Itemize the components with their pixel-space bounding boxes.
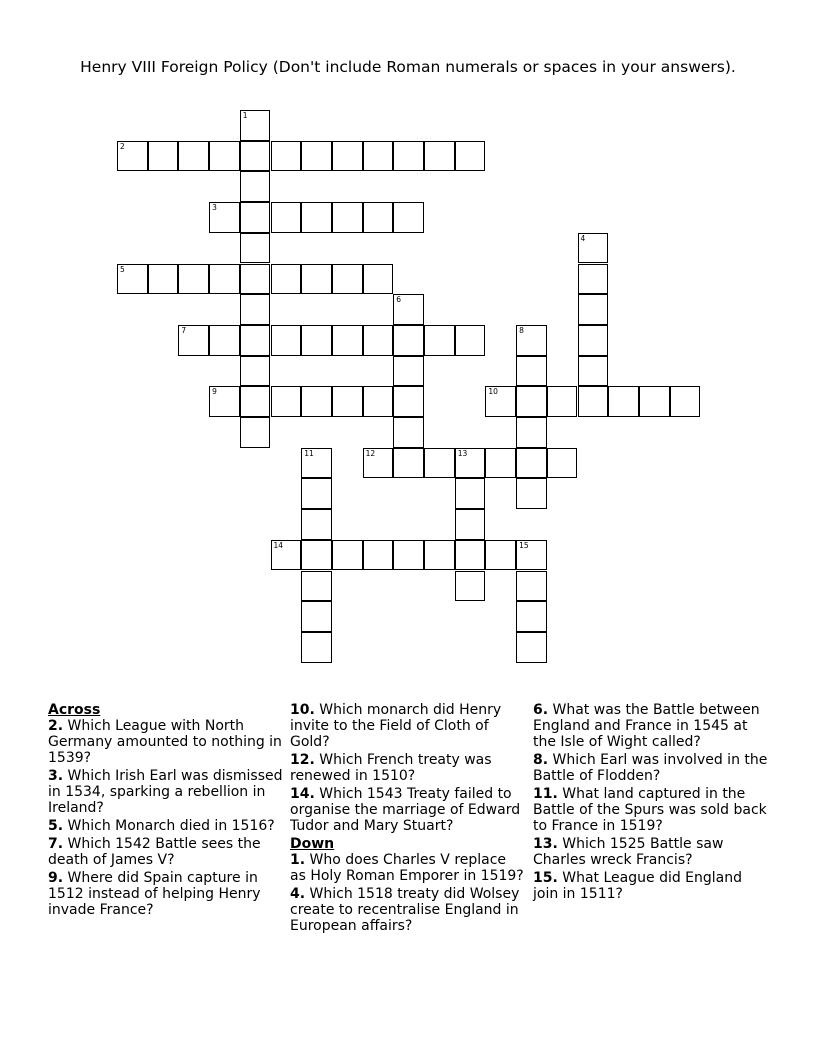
grid-cell[interactable] — [363, 202, 394, 233]
down-heading: Down — [290, 836, 335, 852]
grid-cell[interactable] — [209, 264, 240, 295]
cell-number: 8 — [519, 325, 524, 335]
cell-number: 12 — [365, 448, 376, 458]
grid-cell[interactable] — [178, 264, 209, 295]
grid-cell[interactable] — [117, 264, 148, 295]
grid-cell[interactable] — [485, 540, 516, 571]
clue-across-10 — [290, 702, 526, 750]
clue-down-13 — [533, 836, 769, 868]
clue-across-12 — [290, 752, 526, 784]
grid-cell[interactable] — [301, 632, 332, 663]
clue-text: Which 1542 Battle sees the death of James V? — [48, 836, 261, 868]
clue-number: 4. — [290, 886, 306, 902]
grid-cell[interactable] — [332, 264, 363, 295]
clue-text: Which Earl was involved in the Battle of Flodden? — [533, 752, 768, 784]
grid-cell[interactable] — [393, 202, 424, 233]
page-title: Henry VIII Foreign Policy (Don't include Roman numerals or spaces in your answers). — [80, 58, 736, 76]
cell-number: 5 — [120, 264, 125, 274]
grid-cell[interactable] — [455, 448, 486, 479]
grid-cell[interactable] — [393, 448, 424, 479]
clue-number: 15. — [533, 870, 558, 886]
clue-across-9 — [48, 870, 284, 918]
grid-cell[interactable] — [271, 386, 302, 417]
grid-cell[interactable] — [209, 325, 240, 356]
grid-cell[interactable] — [332, 540, 363, 571]
clue-down-1 — [290, 852, 526, 884]
cell-number: 2 — [120, 141, 125, 151]
grid-cell[interactable] — [240, 386, 271, 417]
grid-cell[interactable] — [516, 448, 547, 479]
grid-cell[interactable] — [455, 141, 486, 172]
clue-number: 5. — [48, 818, 64, 834]
cell-number: 6 — [396, 295, 402, 305]
grid-cell[interactable] — [363, 386, 394, 417]
grid-cell[interactable] — [455, 571, 486, 602]
clue-down-11 — [533, 786, 769, 834]
grid-cell[interactable] — [363, 141, 394, 172]
grid-cell[interactable] — [240, 294, 271, 325]
clue-number: 14. — [290, 786, 315, 802]
grid-cell[interactable] — [332, 325, 363, 356]
grid-cell[interactable] — [455, 540, 486, 571]
grid-cell[interactable] — [393, 141, 424, 172]
clue-number: 9. — [48, 870, 64, 886]
clue-number: 3. — [48, 768, 64, 784]
clue-number: 12. — [290, 752, 315, 768]
grid-cell[interactable] — [178, 141, 209, 172]
grid-cell[interactable] — [209, 386, 240, 417]
grid-cell[interactable] — [455, 325, 486, 356]
grid-cell[interactable] — [578, 264, 609, 295]
grid-cell[interactable] — [393, 417, 424, 448]
clue-down-4 — [290, 886, 526, 934]
grid-cell[interactable] — [148, 264, 179, 295]
grid-cell[interactable] — [240, 171, 271, 202]
cell-number: 10 — [488, 387, 498, 397]
grid-cell[interactable] — [516, 325, 547, 356]
grid-cell[interactable] — [485, 448, 516, 479]
grid-cell[interactable] — [271, 325, 302, 356]
grid-cell[interactable] — [516, 478, 547, 509]
grid-cell[interactable] — [240, 110, 271, 141]
grid-cell[interactable] — [301, 509, 332, 540]
grid-cell[interactable] — [332, 141, 363, 172]
clue-across-5 — [48, 818, 284, 834]
clue-text: What was the Battle between England and France in 1545 at the Isle of Wight called? — [533, 702, 760, 750]
grid-cell[interactable] — [670, 386, 701, 417]
clue-text: Which monarch did Henry invite to the Field of Cloth of Gold? — [290, 702, 502, 750]
grid-cell[interactable] — [301, 571, 332, 602]
clue-number: 13. — [533, 836, 558, 852]
grid-cell[interactable] — [209, 202, 240, 233]
clue-text: What land captured in the Battle of the Spurs was sold back to France in 1519? — [533, 786, 767, 834]
grid-cell[interactable] — [240, 202, 271, 233]
cell-number: 4 — [580, 233, 586, 243]
clue-text: Which Irish Earl was dismissed in 1534, sparking a rebellion in Ireland? — [48, 768, 283, 816]
grid-cell[interactable] — [301, 325, 332, 356]
grid-cell[interactable] — [301, 202, 332, 233]
grid-cell[interactable] — [363, 540, 394, 571]
cell-number: 3 — [212, 203, 217, 213]
clues-column-2 — [290, 702, 526, 936]
grid-cell[interactable] — [301, 601, 332, 632]
grid-cell[interactable] — [393, 294, 424, 325]
grid-cell[interactable] — [516, 356, 547, 387]
grid-cell[interactable] — [148, 141, 179, 172]
grid-cell[interactable] — [516, 386, 547, 417]
grid-cell[interactable] — [240, 325, 271, 356]
cell-number: 14 — [273, 540, 284, 550]
grid-cell[interactable] — [332, 386, 363, 417]
grid-cell[interactable] — [393, 325, 424, 356]
grid-cell[interactable] — [608, 386, 639, 417]
clue-text: Which League with North Germany amounted to nothing in 1539? — [48, 718, 282, 766]
grid-cell[interactable] — [424, 141, 455, 172]
clue-text: What League did England join in 1511? — [533, 870, 743, 902]
grid-cell[interactable] — [301, 478, 332, 509]
grid-cell[interactable] — [516, 571, 547, 602]
grid-cell[interactable] — [393, 540, 424, 571]
grid-cell[interactable] — [516, 632, 547, 663]
clue-text: Which 1518 treaty did Wolsey create to recentralise England in European affairs? — [290, 886, 520, 934]
cell-number: 11 — [304, 448, 314, 458]
grid-cell[interactable] — [578, 233, 609, 264]
grid-cell[interactable] — [301, 141, 332, 172]
grid-cell[interactable] — [516, 601, 547, 632]
grid-cell[interactable] — [117, 141, 148, 172]
clue-text: Which 1543 Treaty failed to organise the marriage of Edward Tudor and Mary Stuart? — [290, 786, 521, 834]
grid-cell[interactable] — [209, 141, 240, 172]
clue-number: 1. — [290, 852, 306, 868]
grid-cell[interactable] — [485, 386, 516, 417]
grid-cell[interactable] — [516, 540, 547, 571]
cell-number: 9 — [212, 387, 217, 397]
clue-down-6 — [533, 702, 769, 750]
clue-number: 7. — [48, 836, 64, 852]
grid-cell[interactable] — [271, 540, 302, 571]
clue-text: Which 1525 Battle saw Charles wreck Francis? — [533, 836, 724, 868]
grid-cell[interactable] — [516, 417, 547, 448]
clue-number: 11. — [533, 786, 558, 802]
grid-cell[interactable] — [301, 540, 332, 571]
grid-cell[interactable] — [240, 141, 271, 172]
clue-across-2 — [48, 718, 284, 766]
clue-text: Who does Charles V replace as Holy Roman Emporer in 1519? — [290, 852, 524, 884]
grid-cell[interactable] — [578, 294, 609, 325]
grid-cell[interactable] — [547, 386, 578, 417]
grid-cell[interactable] — [271, 202, 302, 233]
grid-cell[interactable] — [301, 264, 332, 295]
clue-number: 2. — [48, 718, 64, 734]
grid-cell[interactable] — [240, 264, 271, 295]
clue-across-3 — [48, 768, 284, 816]
cell-number: 15 — [519, 540, 529, 550]
grid-cell[interactable] — [301, 386, 332, 417]
grid-cell[interactable] — [332, 202, 363, 233]
across-heading: Across — [48, 702, 101, 718]
grid-cell[interactable] — [363, 325, 394, 356]
clues-column-1 — [48, 702, 284, 920]
grid-cell[interactable] — [547, 448, 578, 479]
grid-cell[interactable] — [178, 325, 209, 356]
clue-across-14 — [290, 786, 526, 834]
grid-cell[interactable] — [393, 356, 424, 387]
cell-number: 13 — [457, 448, 468, 458]
cell-number: 1 — [242, 111, 248, 120]
clue-number: 6. — [533, 702, 549, 718]
clue-text: Which Monarch died in 1516? — [67, 818, 275, 834]
grid-cell[interactable] — [240, 417, 271, 448]
grid-cell[interactable] — [271, 141, 302, 172]
clue-down-15 — [533, 870, 769, 902]
grid-cell[interactable] — [578, 356, 609, 387]
clue-down-8 — [533, 752, 769, 784]
cell-number: 7 — [181, 325, 187, 335]
grid-cell[interactable] — [424, 540, 455, 571]
clue-number: 10. — [290, 702, 315, 718]
grid-cell[interactable] — [301, 448, 332, 479]
clue-text: Which French treaty was renewed in 1510? — [290, 752, 492, 784]
grid-cell[interactable] — [271, 264, 302, 295]
grid-cell[interactable] — [424, 448, 455, 479]
grid-cell[interactable] — [455, 478, 486, 509]
grid-cell[interactable] — [639, 386, 670, 417]
grid-cell[interactable] — [393, 386, 424, 417]
grid-cell[interactable] — [240, 233, 271, 264]
clue-across-7 — [48, 836, 284, 868]
grid-cell[interactable] — [240, 356, 271, 387]
grid-cell[interactable] — [363, 448, 394, 479]
grid-cell[interactable] — [455, 509, 486, 540]
grid-cell[interactable] — [578, 386, 609, 417]
clue-number: 8. — [533, 752, 549, 768]
clue-text: Where did Spain capture in 1512 instead of helping Henry invade France? — [48, 870, 261, 918]
grid-cell[interactable] — [578, 325, 609, 356]
clues-column-3 — [533, 702, 769, 904]
grid-cell[interactable] — [424, 325, 455, 356]
grid-cell[interactable] — [363, 264, 394, 295]
